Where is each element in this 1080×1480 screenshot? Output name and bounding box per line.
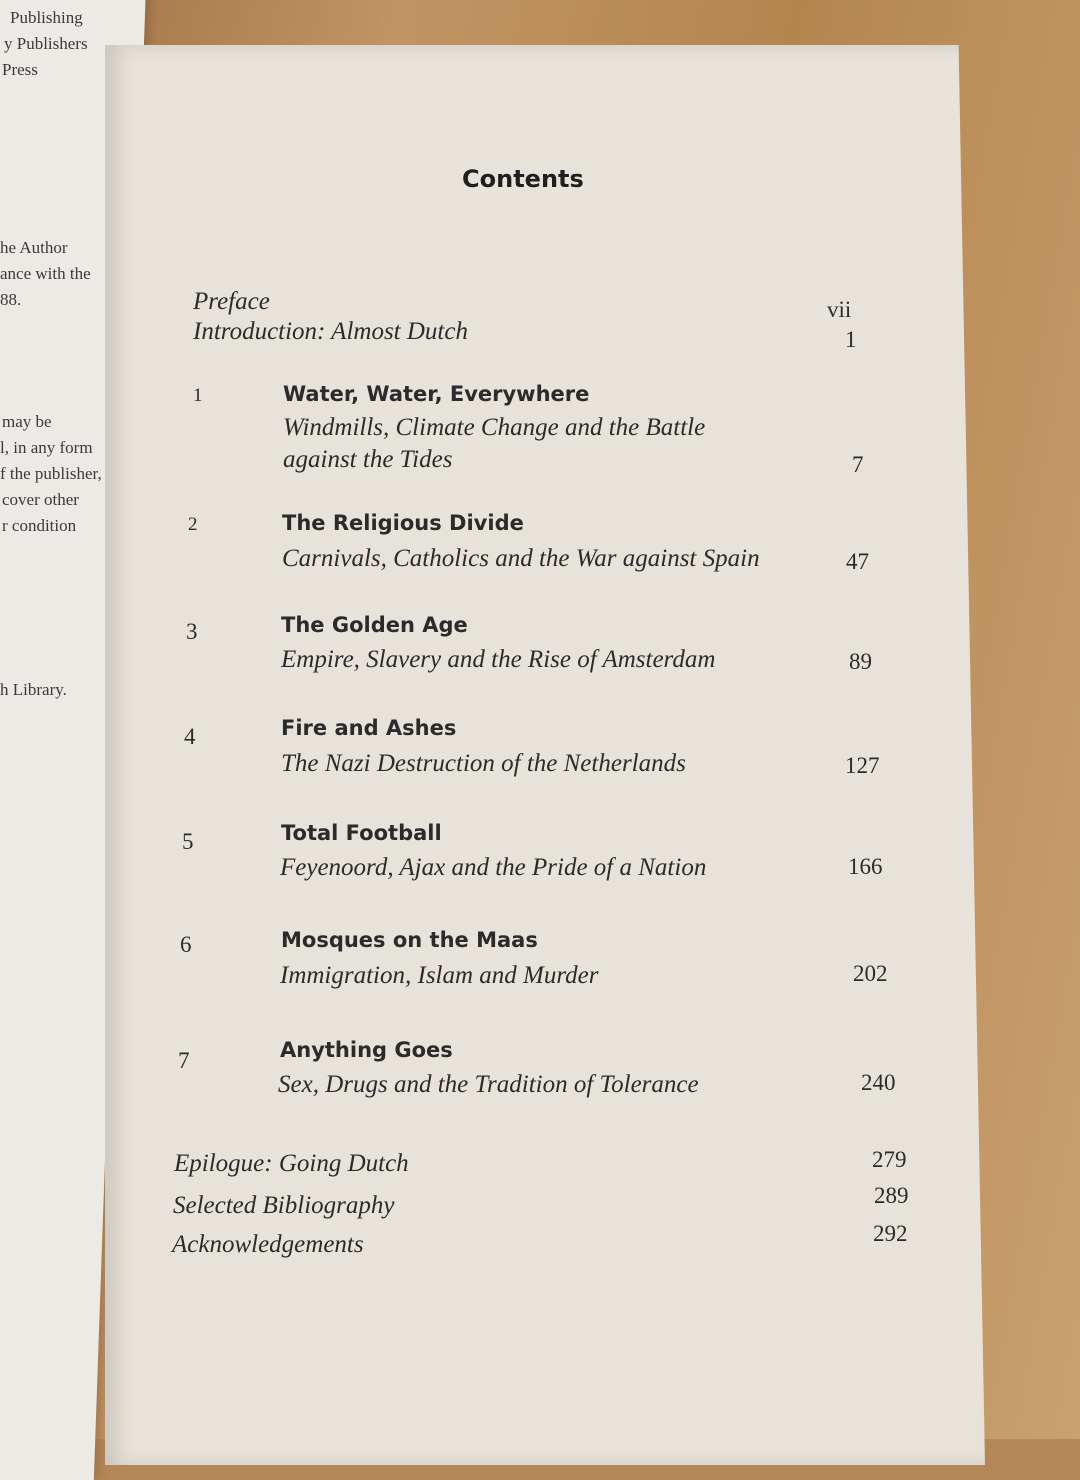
toc-page-number: 89 bbox=[849, 649, 872, 674]
chapter-subtitle: Empire, Slavery and the Rise of Amsterdam bbox=[281, 646, 716, 673]
toc-page-number: 292 bbox=[873, 1221, 908, 1246]
chapter-title: Total Football bbox=[281, 821, 442, 845]
left-page-text: may be bbox=[2, 412, 52, 431]
left-page-text: ance with the bbox=[0, 264, 91, 283]
left-page-text: 88. bbox=[0, 290, 22, 309]
chapter-number: 7 bbox=[178, 1048, 190, 1073]
chapter-title: Fire and Ashes bbox=[281, 716, 457, 740]
chapter-title: Mosques on the Maas bbox=[281, 928, 538, 952]
left-page-text: y Publishers bbox=[4, 34, 88, 53]
chapter-subtitle: Windmills, Climate Change and the Battle bbox=[283, 414, 706, 441]
chapter-title: Anything Goes bbox=[280, 1038, 453, 1062]
chapter-number: 6 bbox=[180, 932, 192, 957]
toc-entry-preface: Preface bbox=[193, 288, 270, 315]
toc-page-number: 47 bbox=[846, 549, 869, 574]
chapter-title: The Religious Divide bbox=[282, 511, 524, 535]
chapter-subtitle: Sex, Drugs and the Tradition of Tolerance bbox=[278, 1071, 699, 1098]
chapter-title: Water, Water, Everywhere bbox=[283, 382, 590, 406]
toc-page-number: 166 bbox=[848, 854, 883, 879]
chapter-title: The Golden Age bbox=[281, 613, 468, 637]
left-page-text: r condition bbox=[2, 516, 77, 535]
left-page-text: Publishing bbox=[10, 8, 83, 27]
chapter-subtitle: Immigration, Islam and Murder bbox=[280, 962, 599, 989]
toc-page-number: vii bbox=[827, 297, 852, 322]
toc-page-number: 240 bbox=[861, 1070, 896, 1095]
chapter-number: 5 bbox=[182, 829, 194, 854]
toc-entry-bibliography: Selected Bibliography bbox=[173, 1192, 395, 1219]
left-page-text: Press bbox=[2, 60, 38, 79]
toc-page-number: 7 bbox=[852, 452, 864, 477]
toc-page-number: 289 bbox=[874, 1183, 909, 1208]
chapter-subtitle: against the Tides bbox=[283, 446, 453, 473]
left-page-text: f the publisher, bbox=[0, 464, 102, 483]
left-page-text: l, in any form bbox=[0, 438, 93, 457]
left-page-text: h Library. bbox=[0, 680, 67, 699]
left-page-text: cover other bbox=[2, 490, 79, 509]
toc-page-number: 279 bbox=[872, 1147, 907, 1172]
chapter-number: 3 bbox=[186, 619, 198, 644]
toc-page-number: 202 bbox=[853, 961, 888, 986]
chapter-number: 4 bbox=[184, 724, 196, 749]
toc-entry-introduction: Introduction: Almost Dutch bbox=[193, 318, 468, 345]
chapter-number: 1 bbox=[193, 385, 203, 406]
toc-page-number: 1 bbox=[845, 327, 857, 352]
chapter-subtitle: Carnivals, Catholics and the War against Spain bbox=[282, 545, 760, 572]
chapter-subtitle: The Nazi Destruction of the Netherlands bbox=[281, 750, 686, 777]
toc-entry-acknowledgements: Acknowledgements bbox=[172, 1231, 364, 1258]
left-page-text: he Author bbox=[0, 238, 68, 257]
toc-page-number: 127 bbox=[845, 753, 880, 778]
chapter-number: 2 bbox=[188, 514, 198, 535]
page-title: Contents bbox=[462, 165, 584, 193]
chapter-subtitle: Feyenoord, Ajax and the Pride of a Nation bbox=[280, 854, 707, 881]
toc-entry-epilogue: Epilogue: Going Dutch bbox=[174, 1150, 409, 1177]
